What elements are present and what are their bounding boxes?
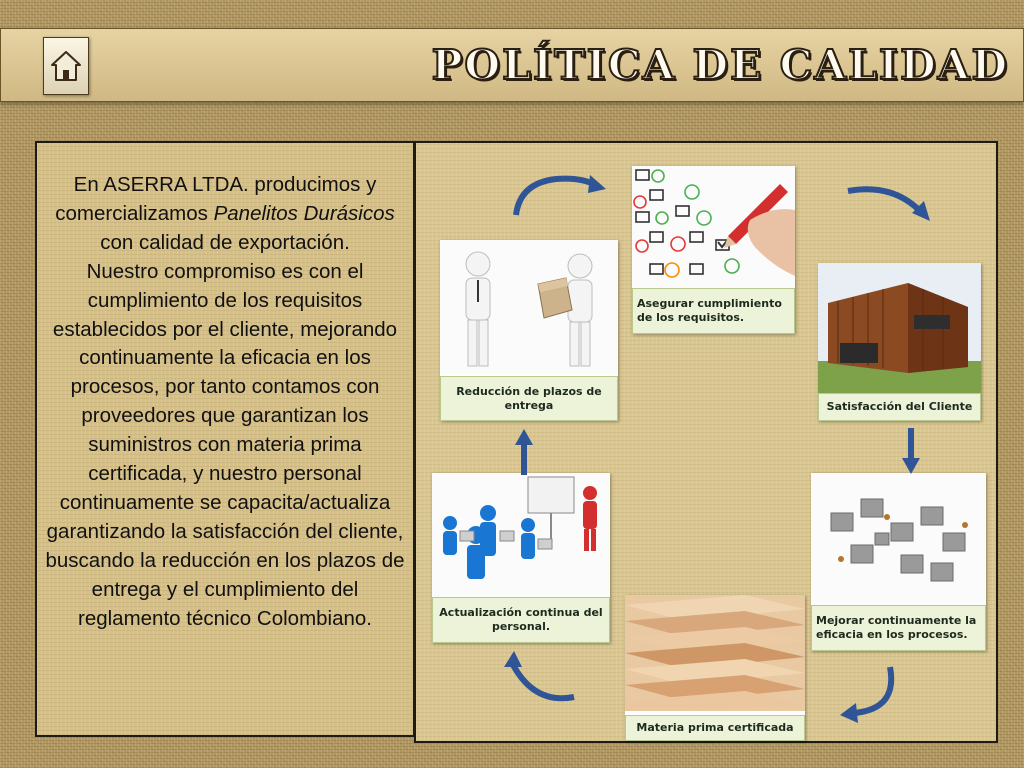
checklist-smileys-image [632, 166, 795, 288]
cycle-card-improvement [811, 473, 986, 651]
cycle-arrow-right-down [902, 428, 920, 476]
cycle-label-delivery: Reducción de plazos de entrega [440, 376, 618, 421]
package-handover-image [440, 240, 618, 374]
policy-body: Nuestro compromiso es con el cumplimiento de los requisitos establecidos por el cliente, mejorando continuamente la eficacia en los procesos, por tanto contamos con proveedores que garantizan los suministros con materia prima certificada, y nuestro personal continuamente se capacita/actualiza garantizando la satisfacción del cliente, buscando la reducción en los plazos de entrega y el cumplimiento del reglamento técnico Colombiano. [45, 259, 405, 630]
home-icon [49, 49, 83, 83]
cycle-arrow-bottom-left [504, 649, 578, 707]
cycle-label-satisfaction: Satisfacción del Cliente [818, 393, 981, 421]
puzzle-pieces-image [811, 473, 986, 605]
wood-planks-image [625, 595, 805, 711]
cycle-arrow-top-right [844, 183, 930, 227]
cycle-arrow-top-left [510, 173, 606, 217]
training-class-image [432, 473, 610, 597]
cycle-label-training: Actualización continua del personal. [432, 597, 610, 643]
header-banner [0, 28, 1024, 102]
wooden-building-image [818, 263, 981, 393]
home-button[interactable] [43, 37, 89, 95]
page-title: POLÍTICA DE CALIDAD [431, 41, 1009, 89]
cycle-label-improvement: Mejorar continuamente la eficacia en los procesos. [811, 605, 986, 651]
policy-text-panel [35, 141, 415, 737]
cycle-card-raw-material [625, 595, 805, 741]
cycle-label-requirements: Asegurar cumplimiento de los requisitos. [632, 288, 795, 334]
cycle-arrow-left-up [515, 429, 533, 475]
cycle-card-requirements [632, 166, 795, 334]
quality-cycle-diagram [414, 141, 998, 743]
cycle-card-satisfaction [818, 263, 981, 421]
product-name: Panelitos Durásicos [213, 201, 395, 225]
policy-intro: En ASERRA LTDA. producimos y comercializamos Panelitos Durásicos con calidad de exportación. [55, 173, 395, 254]
cycle-arrow-bottom-right [836, 663, 900, 725]
cycle-card-delivery [440, 240, 618, 421]
cycle-card-training [432, 473, 610, 643]
cycle-label-raw-material: Materia prima certificada [625, 715, 805, 741]
